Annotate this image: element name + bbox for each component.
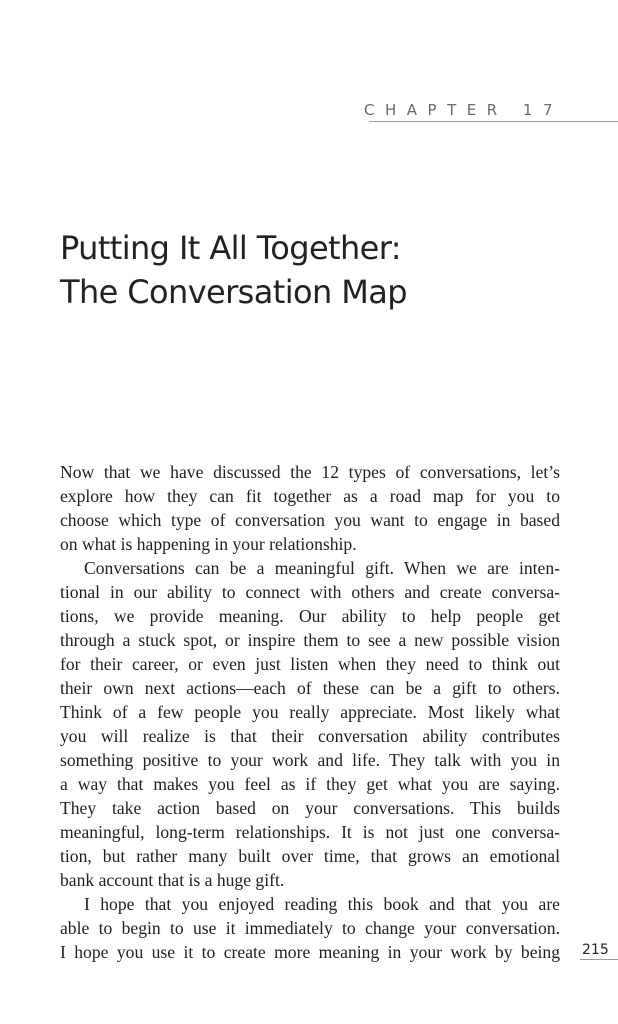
chapter-label: CHAPTER 17: [364, 101, 563, 119]
text-line: bank account that is a huge gift.: [60, 870, 285, 890]
page-title: [60, 226, 580, 314]
text-line: I hope that you enjoyed reading this book and that you are: [84, 894, 560, 914]
text-line: explore how they can fit together as a road map for you to: [60, 486, 560, 506]
text-line: their own next actions—each of these can be a gift to others.: [60, 678, 560, 698]
text-line: on what is happening in your relationship.: [60, 534, 357, 554]
text-line: something positive to your work and life. They talk with you in: [60, 750, 560, 770]
page-number: 215: [582, 942, 609, 958]
text-line: choose which type of conversation you want to engage in based: [60, 510, 560, 530]
text-line: for their career, or even just listen when they need to think out: [60, 654, 560, 674]
text-line: tions, we provide meaning. Our ability to help people get: [60, 606, 560, 626]
page-title-line-1: Putting It All Together:: [60, 229, 401, 267]
text-line: tion, but rather many built over time, that grows an emotional: [60, 846, 560, 866]
page-title-line-2: The Conversation Map: [60, 273, 407, 311]
text-line: meaningful, long-term relationships. It is not just one conversa-: [60, 822, 560, 842]
body-text: [60, 460, 560, 964]
text-line: tional in our ability to connect with others and create conversa-: [60, 582, 560, 602]
paragraph-3: [60, 892, 560, 964]
text-line: able to begin to use it immediately to change your conversation.: [60, 918, 560, 938]
chapter-rule: [369, 121, 618, 122]
text-line: Now that we have discussed the 12 types of conversations, let’s: [60, 462, 560, 482]
page-number-rule: [580, 959, 618, 960]
text-line: a way that makes you feel as if they get what you are saying.: [60, 774, 560, 794]
paragraph-2: [60, 556, 560, 892]
text-line: you will realize is that their conversation ability contributes: [60, 726, 560, 746]
text-line: I hope you use it to create more meaning in your work by being: [60, 942, 560, 962]
text-line: Think of a few people you really appreciate. Most likely what: [60, 702, 560, 722]
text-line: through a stuck spot, or inspire them to see a new possible vision: [60, 630, 560, 650]
text-line: They take action based on your conversations. This builds: [60, 798, 560, 818]
text-line: Conversations can be a meaningful gift. When we are inten-: [84, 558, 560, 578]
paragraph-1: [60, 460, 560, 556]
